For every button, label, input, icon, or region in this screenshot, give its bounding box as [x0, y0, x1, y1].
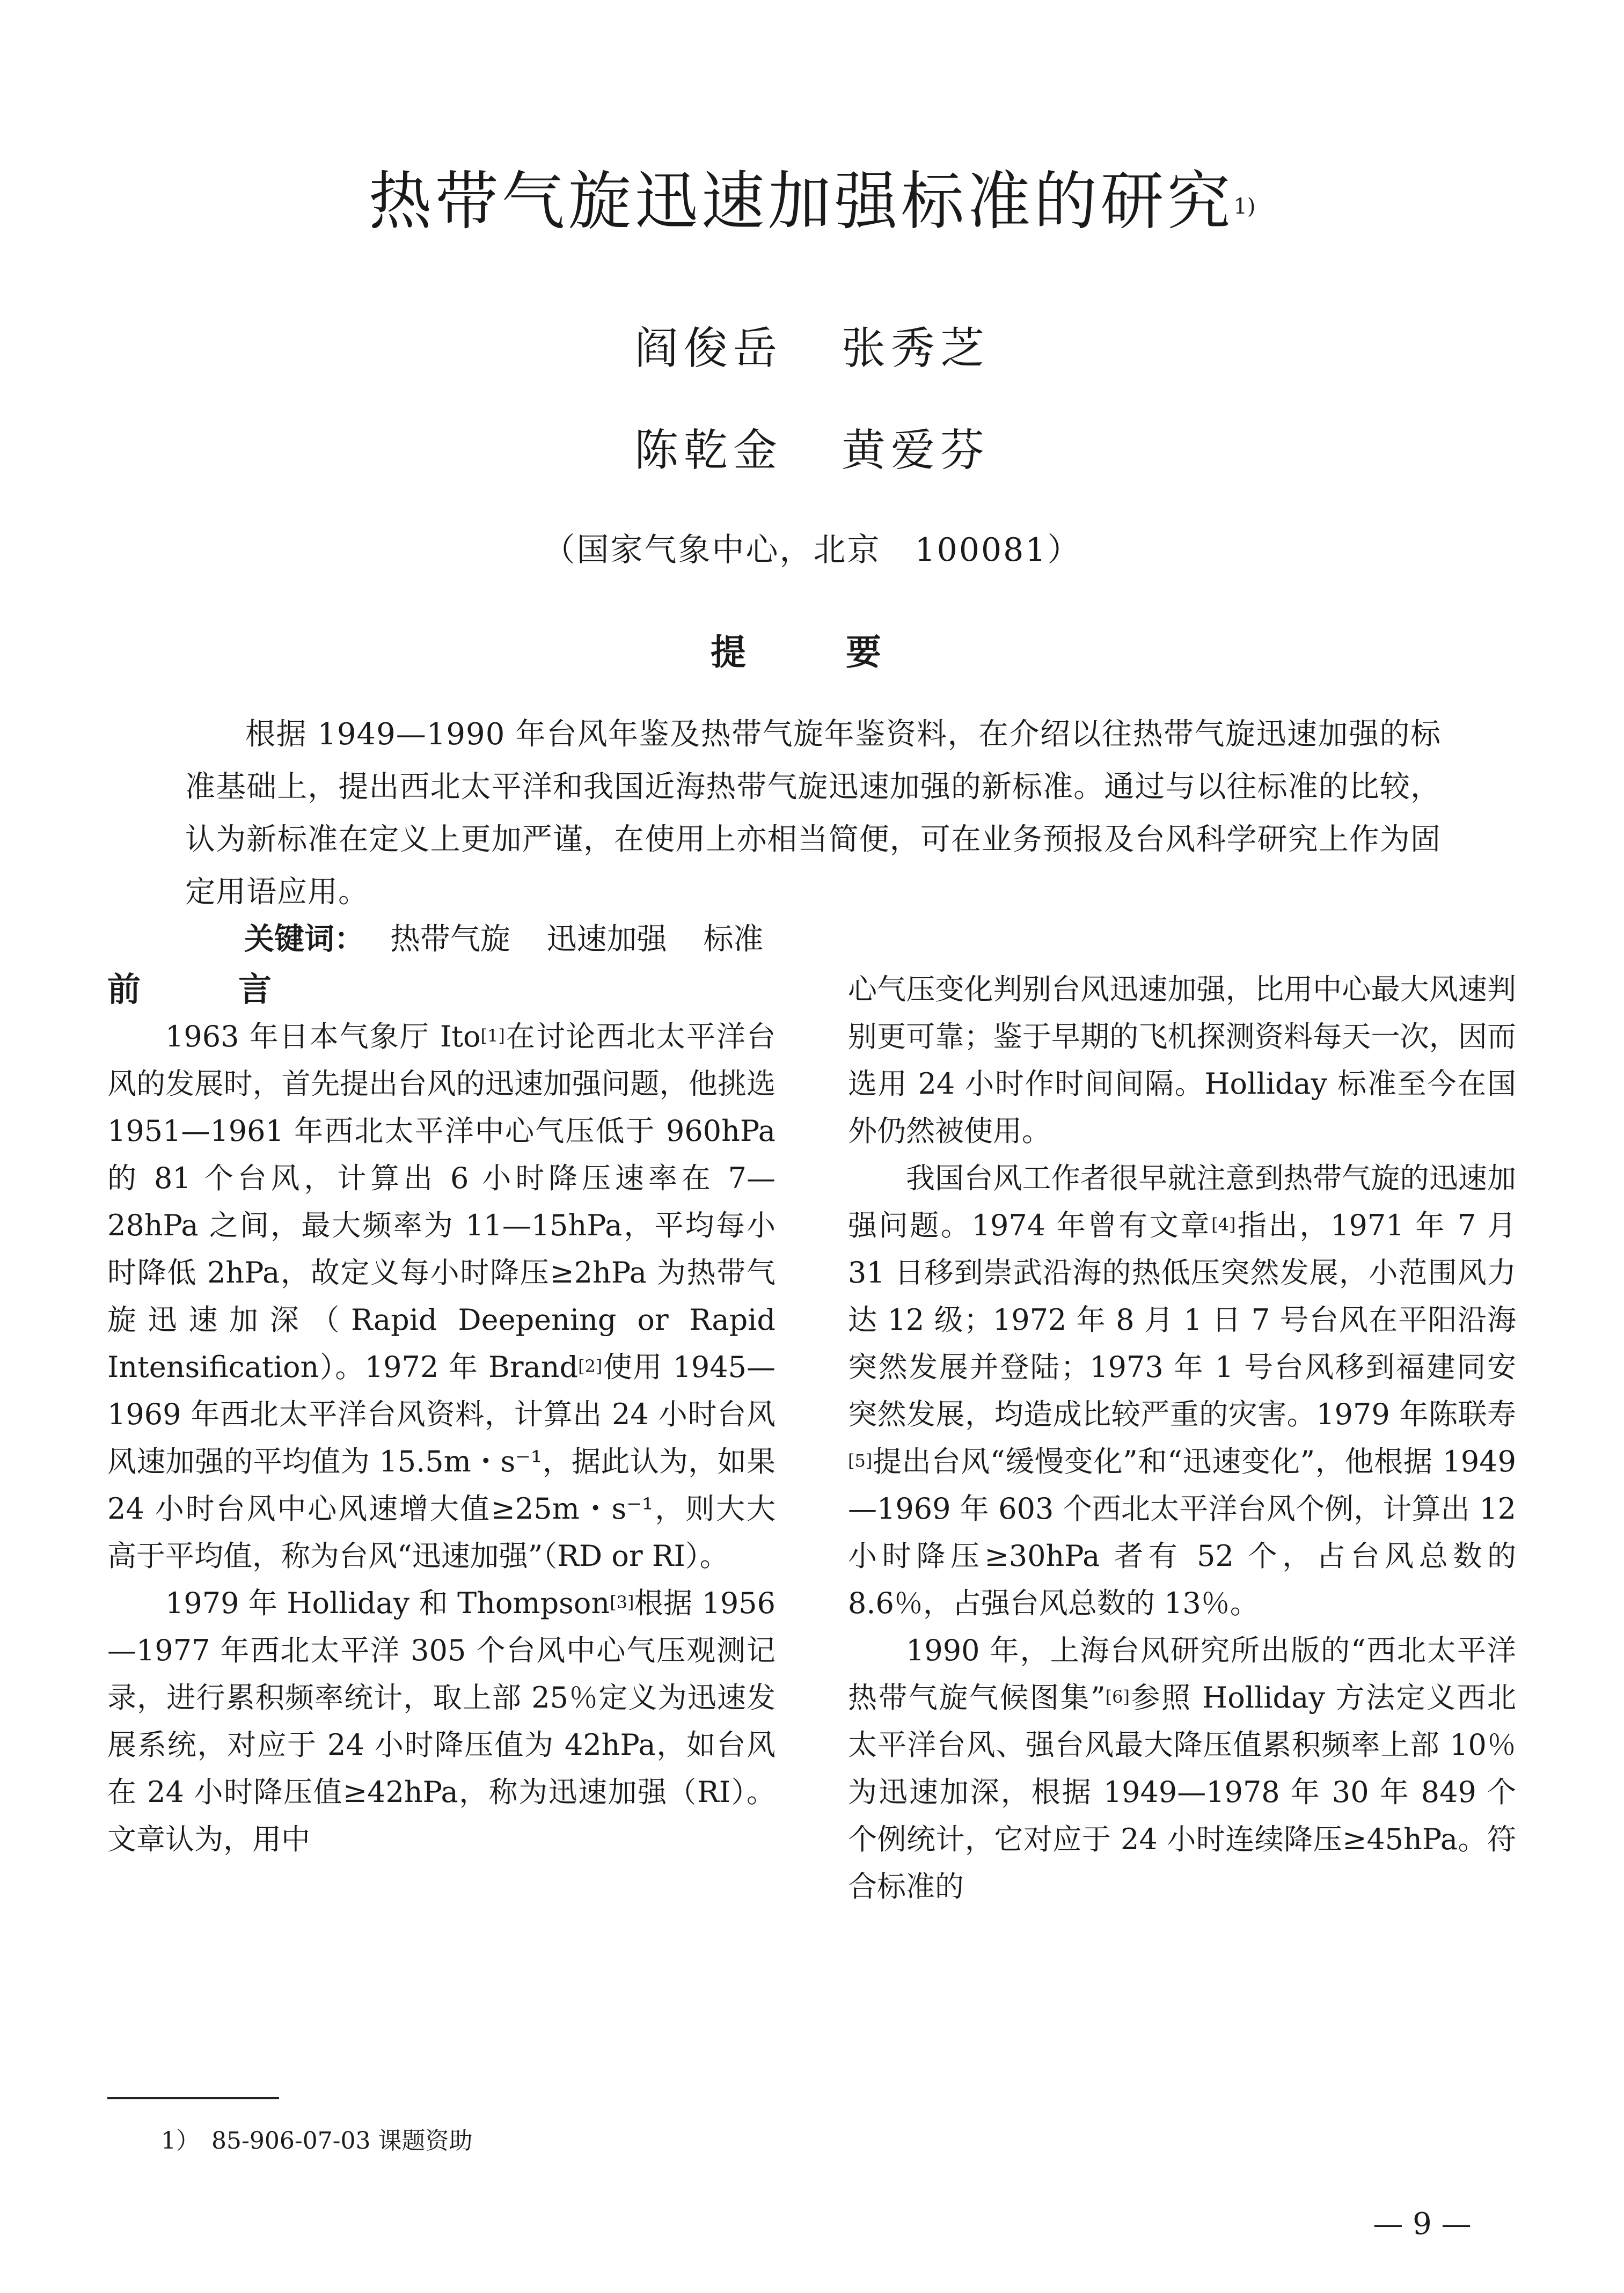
- text-run: 参照 Holliday 方法定义西北太平洋台风、强台风最大降压值累积频率上部 10％为迅速加深，根据 1949—1978 年 30 年 849 个个例统计，它对应于 24 小时连续降压≥45hPa。符合标准的: [848, 1681, 1517, 1903]
- text-run: 根据 1956—1977 年西北太平洋 305 个台风中心气压观测记录，进行累积频率统计，取上部 25％定义为迅速发展系统，对应于 24 小时降压值为 42hPa，如台风在 24 小时降压值≥42hPa，称为迅速加强（RI）。文章认为，用中: [107, 1586, 776, 1856]
- citation-ref: [1]: [480, 1025, 505, 1046]
- authors-row-2: [0, 424, 1624, 478]
- title-footnote-marker: 1): [1233, 194, 1256, 219]
- body-paragraph: [107, 1580, 776, 1863]
- citation-ref: [4]: [1211, 1214, 1236, 1235]
- footnote: 1） 85-906-07-03 课题资助: [161, 2127, 473, 2155]
- keywords-label: 关键词：: [244, 921, 364, 957]
- text-run: 使用 1945—1969 年西北太平洋台风资料，计算出 24 小时台风风速加强的平均值为 15.5m・s⁻¹，据此认为，如果 24 小时台风中心风速增大值≥25m・s⁻¹，则大大高于平均值，称为台风“迅速加强”（RD or RI）。: [107, 1350, 776, 1573]
- citation-ref: [3]: [610, 1592, 634, 1613]
- section-heading: 前 言: [107, 970, 304, 1009]
- text-run: 在讨论西北太平洋台风的发展时，首先提出台风的迅速加强问题，他挑选 1951—1961 年西北太平洋中心气压低于 960hPa 的 81 个台风，计算出 6 小时降压速率在 7—28hPa 之间，最大频率为 11—15hPa，平均每小时降低 2hPa，故定义每小时降压≥2hPa 为热带气旋迅速加深（Rapid Deepening or Rapid Intensification）。1972 年 Brand: [107, 1020, 776, 1384]
- text-run: 1990 年，上海台风研究所出版的“西北太平洋热带气旋气候图集”: [848, 1633, 1516, 1715]
- text-run: 1979 年 Holliday 和 Thompson: [165, 1586, 610, 1620]
- citation-ref: [5]: [848, 1450, 873, 1471]
- page-number: — 9 —: [1373, 2207, 1472, 2241]
- authors-row-1: [0, 322, 1624, 376]
- body-paragraph: 心气压变化判别台风迅速加强，比用中心最大风速判别更可靠；鉴于早期的飞机探测资料每天一次，因而选用 24 小时作时间间隔。Holliday 标准至今在国外仍然被使用。: [848, 972, 1516, 1148]
- body-paragraph: [848, 1155, 1516, 1627]
- right-column: [848, 966, 1516, 1910]
- author-name: 陈乾金: [634, 425, 782, 476]
- body-paragraph: [848, 1627, 1516, 1910]
- text-run: 指出，1971 年 7 月 31 日移到崇武沿海的热低压突然发展，小范围风力达 12 级；1972 年 8 月 1 日 7 号台风在平阳沿海突然发展并登陆；1973 年 1 号台风移到福建同安突然发展，均造成比较严重的灾害。1979 年陈联寿: [848, 1208, 1517, 1431]
- left-column: [107, 966, 776, 1863]
- citation-ref: [6]: [1105, 1687, 1130, 1707]
- citation-ref: [2]: [578, 1356, 603, 1376]
- author-name: 阎俊岳: [634, 323, 782, 374]
- paper-title: [0, 161, 1624, 241]
- body-paragraph: [107, 1013, 776, 1580]
- keyword: 热带气旋: [390, 922, 510, 957]
- author-name: 张秀芝: [842, 323, 990, 374]
- text-run: 1963 年日本气象厅 Ito: [165, 1020, 481, 1053]
- abstract-heading: 提 要: [711, 631, 913, 673]
- text-run: 提出台风“缓慢变化”和“迅速变化”，他根据 1949—1969 年 603 个西北太平洋台风个例，计算出 12 小时降压≥30hPa 者有 52 个，占台风总数的 8.6％，占强台风总数的 13％。: [848, 1445, 1516, 1620]
- author-name: 黄爱芬: [842, 425, 990, 476]
- keywords-line: [244, 915, 1425, 964]
- keyword: 迅速加强: [546, 922, 667, 957]
- footnote-divider: [107, 2097, 279, 2099]
- keyword: 标准: [703, 922, 764, 957]
- affiliation: （国家气象中心，北京 100081）: [543, 531, 1081, 569]
- text-run: 我国台风工作者很早就注意到热带气旋的迅速加强问题。1974 年曾有文章: [848, 1161, 1516, 1242]
- abstract-text: 根据 1949—1990 年台风年鉴及热带气旋年鉴资料，在介绍以往热带气旋迅速加强的标准基础上，提出西北太平洋和我国近海热带气旋迅速加强的新标准。通过与以往标准的比较，认为新标准在定义上更加严谨，在使用上亦相当简便，可在业务预报及台风科学研究上作为固定用语应用。: [185, 717, 1441, 910]
- title-text: 热带气旋迅速加强标准的研究: [368, 164, 1234, 238]
